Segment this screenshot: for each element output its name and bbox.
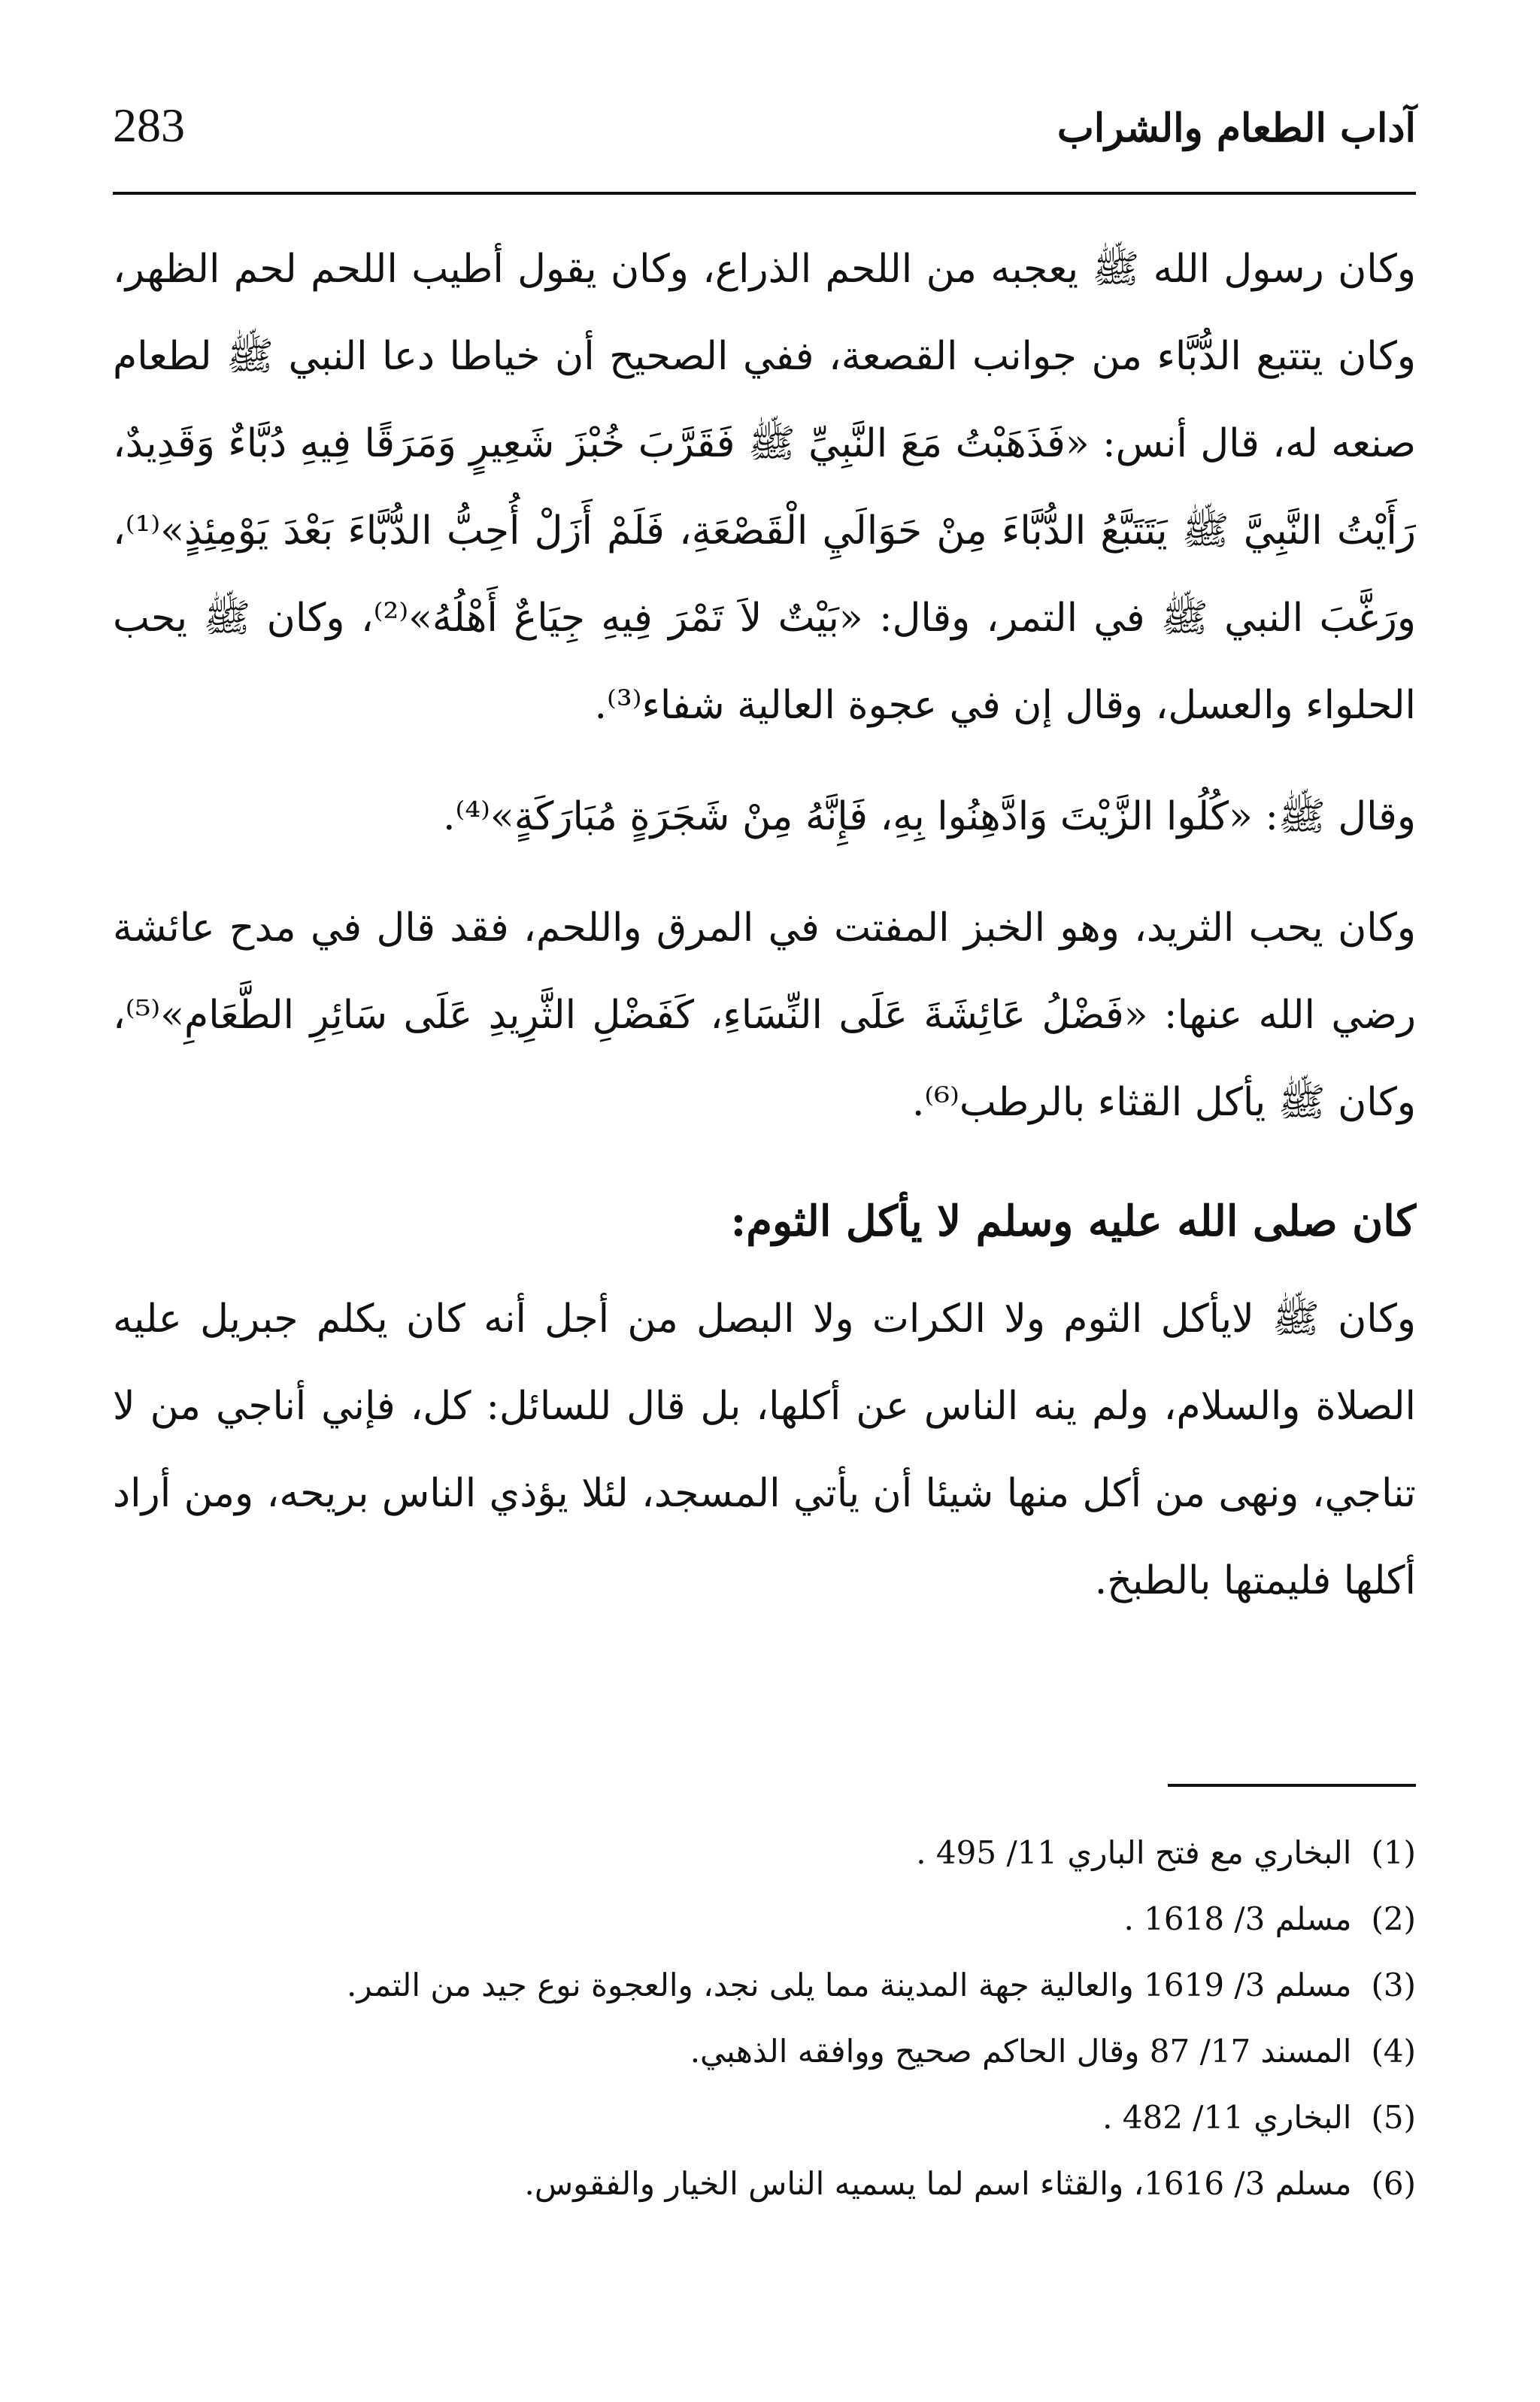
footnote-item <box>113 1952 1416 2018</box>
footnote-divider <box>1168 1784 1416 1787</box>
footnote-text: المسند 17/ 87 وقال الحاكم صحيح ووافقه الذهبي. <box>690 2033 1352 2070</box>
paragraph-olive-oil: وقال ﷺ: «كُلُوا الزَّيْتَ وَادَّهِنُوا بِهِ، فَإِنَّهُ مِنْ شَجَرَةٍ مُبَارَكَةٍ»⁽⁴⁾. <box>442 794 1416 839</box>
footnote-text: مسلم 3/ 1619 والعالية جهة المدينة مما يلى نجد، والعجوة نوع جيد من التمر. <box>347 1967 1352 2003</box>
footnote-text: مسلم 3/ 1618 . <box>1123 1900 1352 1937</box>
footnote-number: (1) <box>1371 1834 1416 1871</box>
footnote-item <box>113 1820 1416 1886</box>
paragraph-meat-preferences: وكان رسول الله ﷺ يعجبه من اللحم الذراع، وكان يقول أطيب اللحم لحم الظهر، وكان يتتبع الدُّبَّاء من جوانب القصعة، ففي الصحيح أن خياطا دعا النبي ﷺ لطعام صنعه له، قال أنس: «فَذَهَبْتُ مَعَ النَّبِيِّ ﷺ فَقَرَّبَ خُبْزَ شَعِيرٍ وَمَرَقًا فِيهِ دُبَّاءٌ وَقَدِيدٌ، رَأَيْتُ النَّبِيَّ ﷺ يَتَتَبَّعُ الدُّبَّاءَ مِنْ حَوَالَيِ الْقَصْعَةِ، فَلَمْ أَزَلْ أُحِبُّ الدُّبَّاءَ بَعْدَ يَوْمِئِذٍ»⁽¹⁾، ورَغَّبَ النبي ﷺ في التمر، وقال: «بَيْتٌ لاَ تَمْرَ فِيهِ جِيَاعٌ أَهْلُهُ»⁽²⁾، وكان ﷺ يحب الحلواء والعسل، وقال إن في عجوة العالية شفاء⁽³⁾. <box>113 247 1416 728</box>
footnote-number: (4) <box>1371 2033 1416 2070</box>
footnote-number: (6) <box>1371 2165 1416 2202</box>
footnote-item <box>113 2018 1416 2085</box>
paragraph-garlic: وكان ﷺ لايأكل الثوم ولا الكرات ولا البصل من أجل أنه كان يكلم جبريل عليه الصلاة والسلام، ولم ينه الناس عن أكلها، بل قال للسائل: كل، فإني أناجي من لا تناجي، ونهى من أكل منها شيئا أن يأتي المسجد، لئلا يؤذي الناس بريحه، ومن أراد أكلها فليمتها بالطبخ. <box>113 1297 1416 1603</box>
footnote-text: البخاري مع فتح الباري 11/ 495 . <box>916 1834 1352 1871</box>
main-text <box>113 226 1416 1648</box>
footnote-number: (2) <box>1371 1900 1416 1937</box>
footnote-number: (5) <box>1371 2099 1416 2136</box>
section-heading-garlic: كان صلى الله عليه وسلم لا يأكل الثوم: <box>730 1196 1416 1246</box>
paragraph-thareed: وكان يحب الثريد، وهو الخبز المفتت في المرق واللحم، فقد قال في مدح عائشة رضي الله عنها: «فَضْلُ عَائِشَةَ عَلَى النِّسَاءِ، كَفَضْلِ الثَّرِيدِ عَلَى سَائِرِ الطَّعَامِ»⁽⁵⁾، وكان ﷺ يأكل القثاء بالرطب⁽⁶⁾. <box>113 905 1416 1125</box>
footnote-item <box>113 2085 1416 2151</box>
page-number: 283 <box>113 99 185 152</box>
footnote-text: البخاري 11/ 482 . <box>1102 2099 1352 2136</box>
footnote-item <box>113 2151 1416 2217</box>
footnote-item <box>113 1886 1416 1952</box>
footnote-number: (3) <box>1371 1967 1416 2003</box>
running-title: آداب الطعام والشراب <box>1056 105 1416 151</box>
footnotes-list <box>113 1820 1416 2217</box>
footnote-text: مسلم 3/ 1616، والقثاء اسم لما يسميه الناس الخيار والفقوس. <box>524 2165 1352 2202</box>
header-divider <box>113 192 1416 195</box>
